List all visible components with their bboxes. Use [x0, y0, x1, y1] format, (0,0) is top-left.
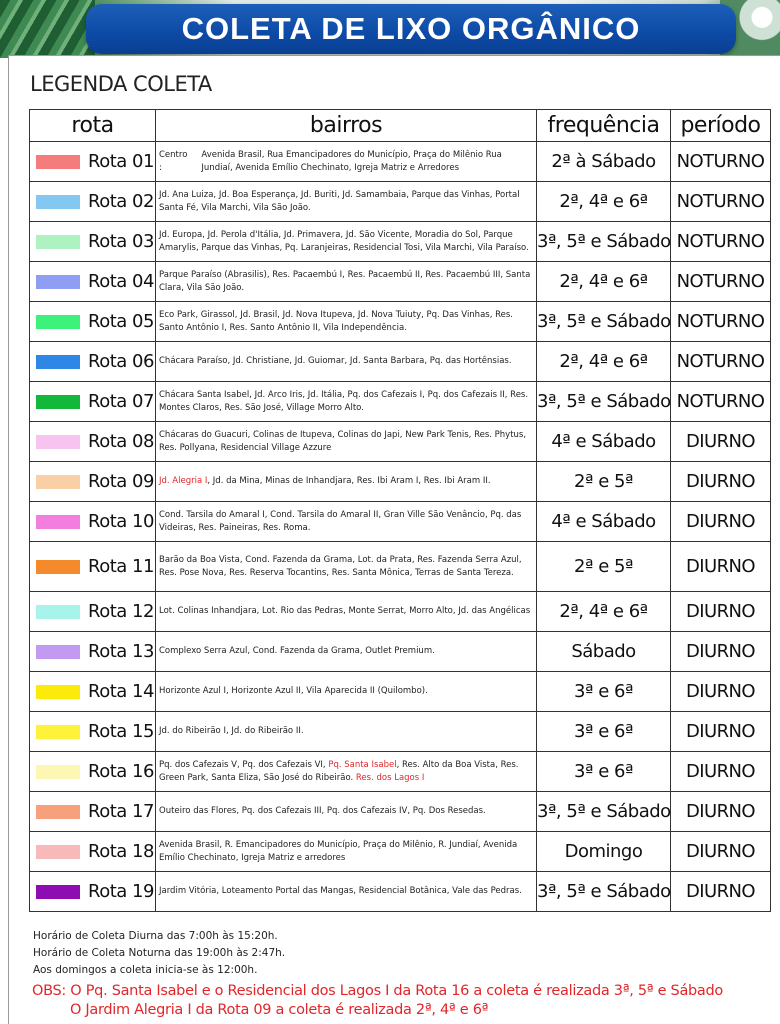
bairros-text-part: Jd. Ana Luiza, Jd. Boa Esperança, Jd. Buriti, Jd. Samambaia, Parque das Vinhas, Portal Santa Fé, Vila Marchi, Vila São João.: [159, 189, 520, 213]
bairros-text-part: Horizonte Azul I, Horizonte Azul II, Vila Aparecida II (Quilombo).: [159, 686, 428, 696]
header-frequencia: frequência: [537, 110, 671, 142]
rota-cell: [30, 542, 156, 592]
table-row: [30, 632, 771, 672]
frequencia-cell: 3ª, 5ª e Sábado: [537, 872, 671, 912]
frequencia-cell: Sábado: [537, 632, 671, 672]
bairros-cell: [156, 142, 537, 182]
rota-label: Rota 15: [88, 721, 154, 742]
rota-label: Rota 17: [88, 801, 154, 822]
frequencia-cell: Domingo: [537, 832, 671, 872]
obs-line-2: O Jardim Alegria I da Rota 09 a coleta é realizada 2ª, 4ª e 6ª: [70, 1002, 489, 1018]
rota-label: Rota 02: [88, 191, 154, 212]
rota-label: Rota 10: [88, 511, 154, 532]
table-row: [30, 382, 771, 422]
table-row: [30, 712, 771, 752]
periodo-cell: DIURNO: [671, 872, 771, 912]
rota-label: Rota 12: [88, 601, 154, 622]
highlighted-bairro: Pq. Santa Isabel: [328, 759, 397, 770]
bairros-text-part: Avenida Brasil, R. Emancipadores do Município, Praça do Milênio, R. Jundiaí, Avenida Emílio Chechinato, Igreja Matriz e arredores: [159, 839, 518, 863]
route-color-swatch: [36, 355, 80, 369]
periodo-cell: NOTURNO: [671, 342, 771, 382]
table-row: [30, 832, 771, 872]
rota-label: Rota 13: [88, 641, 154, 662]
periodo-cell: DIURNO: [671, 752, 771, 792]
periodo-cell: NOTURNO: [671, 222, 771, 262]
bairros-text-part: Parque Paraíso (Abrasilis), Res. Pacaembú I, Res. Pacaembú II, Res. Pacaembú III, Santa Clara, Vila São João.: [159, 269, 531, 293]
periodo-cell: NOTURNO: [671, 262, 771, 302]
periodo-cell: DIURNO: [671, 792, 771, 832]
rota-cell: [30, 792, 156, 832]
table-row: [30, 342, 771, 382]
route-color-swatch: [36, 645, 80, 659]
rota-cell: [30, 382, 156, 422]
route-color-swatch: [36, 235, 80, 249]
bairros-text-part: Pq. dos Cafezais V, Pq. dos Cafezais VI,: [159, 759, 329, 770]
rota-cell: [30, 672, 156, 712]
route-color-swatch: [36, 765, 80, 779]
highlighted-bairro: Jd. Alegria I: [159, 476, 208, 486]
bairros-cell: [156, 672, 537, 712]
frequencia-cell: 3ª, 5ª e Sábado: [537, 222, 671, 262]
frequencia-cell: 4ª e Sábado: [537, 502, 671, 542]
route-color-swatch: [36, 845, 80, 859]
table-row: [30, 592, 771, 632]
route-color-swatch: [36, 605, 80, 619]
frequencia-cell: 2ª, 4ª e 6ª: [537, 262, 671, 302]
page-title: COLETA DE LIXO ORGÂNICO: [181, 11, 641, 46]
rota-cell: [30, 752, 156, 792]
bairros-cell: [156, 632, 537, 672]
leaf-decoration-left: [0, 0, 95, 58]
table-row: [30, 462, 771, 502]
table-row: [30, 872, 771, 912]
rota-cell: [30, 302, 156, 342]
rota-label: Rota 05: [88, 311, 154, 332]
bairros-text-part: Outeiro das Flores, Pq. dos Cafezais III, Pq. dos Cafezais IV, Pq. Dos Resedas.: [159, 806, 486, 816]
frequencia-cell: 3ª e 6ª: [537, 712, 671, 752]
periodo-cell: DIURNO: [671, 592, 771, 632]
bairros-text-part: Jd. Europa, Jd. Perola d'Itália, Jd. Primavera, Jd. São Vicente, Moradia do Sol, Parque Amarylis, Parque das Vinhas, Pq. Laranjeiras, Residencial Tosi, Vila Marchi, Vila Paraíso.: [159, 229, 529, 253]
rota-label: Rota 19: [88, 881, 154, 902]
bairros-text-part: Eco Park, Girassol, Jd. Brasil, Jd. Nova Itupeva, Jd. Nova Tuiuty, Pq. Das Vinhas, Res. Santo Antônio I, Res. Santo Antônio II, Vila Independência.: [159, 309, 513, 333]
rota-label: Rota 04: [88, 271, 154, 292]
bairros-text: [201, 149, 533, 175]
title-banner: [86, 4, 736, 54]
hours-domingo: Aos domingos a coleta inicia-se às 12:00h.: [33, 964, 258, 976]
rota-cell: [30, 872, 156, 912]
header-rota: rota: [30, 110, 156, 142]
bairros-text-part: Complexo Serra Azul, Cond. Fazenda da Grama, Outlet Premium.: [159, 646, 435, 656]
bairros-cell: [156, 262, 537, 302]
bairros-text-part: Cond. Tarsila do Amaral I, Cond. Tarsila do Amaral II, Gran Ville São Venâncio, Pq. das Videiras, Res. Paineiras, Res. Roma.: [159, 509, 522, 533]
frequencia-cell: 3ª, 5ª e Sábado: [537, 382, 671, 422]
rota-label: Rota 09: [88, 471, 154, 492]
bairros-cell: [156, 712, 537, 752]
bairros-cell: [156, 502, 537, 542]
route-color-swatch: [36, 685, 80, 699]
periodo-cell: DIURNO: [671, 672, 771, 712]
highlighted-bairro: Res. dos Lagos I: [355, 772, 425, 783]
bairros-cell: [156, 302, 537, 342]
route-color-swatch: [36, 885, 80, 899]
bairros-cell: [156, 182, 537, 222]
rota-label: Rota 07: [88, 391, 154, 412]
rota-label: Rota 08: [88, 431, 154, 452]
table-row: [30, 752, 771, 792]
rota-cell: [30, 342, 156, 382]
periodo-cell: DIURNO: [671, 542, 771, 592]
route-color-swatch: [36, 395, 80, 409]
route-color-swatch: [36, 275, 80, 289]
rota-label: Rota 03: [88, 231, 154, 252]
rota-label: Rota 11: [88, 556, 154, 577]
bairros-cell: [156, 792, 537, 832]
rota-label: Rota 14: [88, 681, 154, 702]
table-row: [30, 422, 771, 462]
centro-label: Centro :: [159, 149, 188, 173]
route-color-swatch: [36, 515, 80, 529]
frequencia-cell: 3ª e 6ª: [537, 752, 671, 792]
rota-cell: [30, 832, 156, 872]
bairros-text-part: , Res. Alto da Boa Vista, Res. Green Park, Santa Eliza, São José do Ribeirão.: [159, 759, 519, 783]
bairros-cell: [156, 422, 537, 462]
periodo-cell: NOTURNO: [671, 142, 771, 182]
rota-cell: [30, 262, 156, 302]
frequencia-cell: 2ª à Sábado: [537, 142, 671, 182]
bairros-cell: [156, 752, 537, 792]
rota-label: Rota 18: [88, 841, 154, 862]
routes-table: [29, 109, 771, 912]
periodo-cell: DIURNO: [671, 462, 771, 502]
route-color-swatch: [36, 475, 80, 489]
bairros-cell: [156, 462, 537, 502]
observation-note: [32, 982, 723, 1020]
route-color-swatch: [36, 155, 80, 169]
periodo-cell: NOTURNO: [671, 302, 771, 342]
frequencia-cell: 3ª e 6ª: [537, 672, 671, 712]
bairros-text-part: Chácaras do Guacuri, Colinas de Itupeva, Colinas do Japi, New Park Tenis, Res. Phytus, Res. Pollyana, Residencial Village Azzure: [159, 429, 527, 453]
periodo-cell: DIURNO: [671, 632, 771, 672]
bairros-text-part: Jardim Vitória, Loteamento Portal das Mangas, Residencial Botânica, Vale das Pedras.: [159, 886, 522, 896]
bairros-cell: [156, 832, 537, 872]
bairros-text-part: , Jd. da Mina, Minas de Inhandjara, Res. Ibi Aram I, Res. Ibi Aram II.: [207, 476, 491, 486]
periodo-cell: DIURNO: [671, 832, 771, 872]
table-body: [30, 142, 771, 912]
rota-cell: [30, 632, 156, 672]
rota-cell: [30, 592, 156, 632]
frequencia-cell: 3ª, 5ª e Sábado: [537, 792, 671, 832]
bairros-cell: [156, 222, 537, 262]
frequencia-cell: 2ª e 5ª: [537, 462, 671, 502]
header-bairros: bairros: [156, 110, 537, 142]
rota-cell: [30, 712, 156, 752]
bairros-text-part: Jd. do Ribeirão I, Jd. do Ribeirão II.: [159, 726, 304, 736]
periodo-cell: NOTURNO: [671, 182, 771, 222]
hours-diurna: Horário de Coleta Diurna das 7:00h às 15:20h.: [33, 930, 278, 942]
bairros-text-part: Chácara Santa Isabel, Jd. Arco Iris, Jd. Itália, Pq. dos Cafezais I, Pq. dos Cafezais II, Res. Montes Claros, Res. São José, Village Morro Alto.: [159, 389, 529, 413]
legend-title: LEGENDA COLETA: [30, 72, 212, 96]
table-row: [30, 142, 771, 182]
table-row: [30, 502, 771, 542]
hours-noturna: Horário de Coleta Noturna das 19:00h às 2:47h.: [33, 947, 286, 959]
table-row: [30, 182, 771, 222]
route-color-swatch: [36, 725, 80, 739]
periodo-cell: DIURNO: [671, 712, 771, 752]
route-color-swatch: [36, 560, 80, 574]
frequencia-cell: 3ª, 5ª e Sábado: [537, 302, 671, 342]
rota-cell: [30, 502, 156, 542]
rota-cell: [30, 222, 156, 262]
obs-line-1: OBS: O Pq. Santa Isabel e o Residencial dos Lagos I da Rota 16 a coleta é realizada 3ª, 5ª e Sábado: [32, 983, 723, 999]
table-row: [30, 792, 771, 832]
bairros-text-part: Barão da Boa Vista, Cond. Fazenda da Grama, Lot. da Prata, Res. Fazenda Serra Azul, Res. Pose Nova, Res. Reserva Tocantins, Res. Santa Mônica, Terras de Santa Tereza.: [159, 554, 522, 578]
route-color-swatch: [36, 435, 80, 449]
table-row: [30, 222, 771, 262]
table-row: [30, 262, 771, 302]
collection-hours: [33, 928, 285, 979]
frequencia-cell: 2ª, 4ª e 6ª: [537, 342, 671, 382]
bairros-text-part: Chácara Paraíso, Jd. Christiane, Jd. Guiomar, Jd. Santa Barbara, Pq. das Hortênsias.: [159, 356, 512, 366]
bairros-cell: [156, 592, 537, 632]
frequencia-cell: 4ª e Sábado: [537, 422, 671, 462]
bairros-text-part: Avenida Brasil, Rua Emancipadores do Município, Praça do Milênio Rua Jundiaí, Avenida Emílio Chechinato, Igreja Matriz e Arredores: [201, 149, 502, 173]
periodo-cell: DIURNO: [671, 502, 771, 542]
periodo-cell: NOTURNO: [671, 382, 771, 422]
bairros-text-part: Lot. Colinas Inhandjara, Lot. Rio das Pedras, Monte Serrat, Morro Alto, Jd. das Angélicas: [159, 606, 531, 616]
route-color-swatch: [36, 315, 80, 329]
rota-cell: [30, 142, 156, 182]
frequencia-cell: 2ª, 4ª e 6ª: [537, 182, 671, 222]
periodo-cell: DIURNO: [671, 422, 771, 462]
route-color-swatch: [36, 805, 80, 819]
bairros-cell: [156, 872, 537, 912]
rota-cell: [30, 182, 156, 222]
rota-cell: [30, 422, 156, 462]
table-row: [30, 542, 771, 592]
route-color-swatch: [36, 195, 80, 209]
table-row: [30, 672, 771, 712]
rota-label: Rota 16: [88, 761, 154, 782]
rota-cell: [30, 462, 156, 502]
bairros-cell: [156, 542, 537, 592]
table-row: [30, 302, 771, 342]
rota-label: Rota 01: [88, 151, 154, 172]
rota-label: Rota 06: [88, 351, 154, 372]
frequencia-cell: 2ª e 5ª: [537, 542, 671, 592]
bairros-cell: [156, 342, 537, 382]
header-periodo: período: [671, 110, 771, 142]
table-header-row: [30, 110, 771, 142]
bairros-cell: [156, 382, 537, 422]
frequencia-cell: 2ª, 4ª e 6ª: [537, 592, 671, 632]
